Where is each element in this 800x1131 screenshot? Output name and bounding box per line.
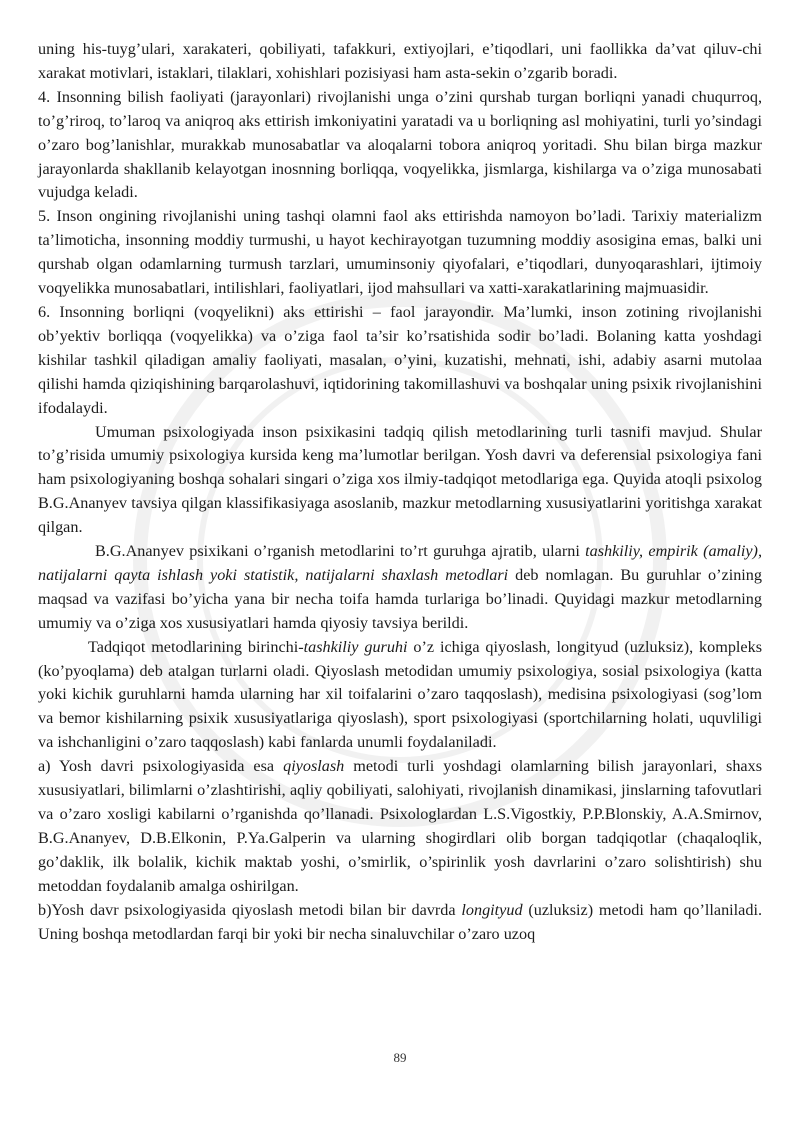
paragraph-organizational-group (38, 636, 762, 756)
paragraph-item-6 (38, 301, 762, 421)
text-run: (uzluksiz) metodi ham qo’llaniladi. Uning boshqa metodlardan farqi bir yoki bir necha sinaluvchilar o’zaro uzoq (38, 900, 762, 943)
italic-text: qiyoslash (283, 757, 345, 776)
text-run: b)Yosh davr psixologiyasida qiyoslash metodi bilan bir davrda (38, 900, 462, 919)
paragraph-continuation (38, 38, 762, 86)
paragraph-item-4 (38, 86, 762, 206)
page-number: 89 (393, 1050, 407, 1065)
text-run: 4. Insonning bilish faoliyati (jarayonlari) rivojlanishi unga o’zini qurshab turgan borliqni yanadi chuqurroq, to’g’riroq, to’laroq va aniqroq aks ettirish imkoniyatini yaratadi va u borliqning asl mohiyatini, turli yo’sindagi o’zaro bog’lanishlar, murakkab munosabatlar va aloqalarni tobora aniqroq yoritadi. Shu bilan birga mazkur jarayonlarda shakllanib kelayotgan inosnning borliqqa, voqyelikka, jismlarga, kishilarga va o’ziga munosabati vujudga keladi. (38, 87, 762, 202)
italic-text: longityud (461, 900, 523, 919)
paragraph-item-b (38, 899, 762, 947)
paragraph-item-5 (38, 205, 762, 301)
text-run: B.G.Ananyev psixikani o’rganish metodlarini to’rt guruhga ajratib, ularni (95, 542, 586, 561)
text-run: uning his-tuyg’ulari, xarakateri, qobiliyati, tafakkuri, extiyojlari, e’tiqodlari, uni faollikka da’vat qiluv-chi xarakat motivlari, istaklari, tilaklari, xohishlari pozisiyasi ham asta-sekin o’zgarib boradi. (38, 40, 762, 82)
text-run: Tadqiqot metodlarining birinchi- (88, 637, 304, 656)
paragraph-item-a (38, 755, 762, 898)
paragraph-methods-intro (38, 421, 762, 541)
text-run: Umuman psixologiyada inson psixikasini tadqiq qilish metodlarining turli tasnifi mavjud. Shular to’g’risida umumiy psixologiya kursida keng ma’lumotlar berilgan. Yosh davri va deferensial psixologiya fani ham psixologiyaning boshqa sohalari singari o’ziga xos ilmiy-tadqiqot metodlariga ega. Quyida atoqli psixolog B.G.Ananyev tavsiya qilgan klassifikasiyaga asoslanib, mazkur metodlarning xususiyatlarini yoritishga xarakat qilgan. (38, 422, 762, 537)
text-run: o’z ichiga qiyoslash, longityud (uzluksiz), kompleks (ko’pyoqlama) deb atalgan turlarni oladi. Qiyoslash metodidan umumiy psixologiya, sosial psixologiya (katta yoki kichik guruhlarni hamda ularning har xil toifalarini o’zaro taqqoslash), medisina psixologiyasi (sog’lom va bemor kishilarning psixik xususiyatlariga qiyoslash), sport psixologiyasi (sportchilarning holati, uquvliligi va ishchanligini o’zaro taqqoslash) kabi fanlarda unumli foydalaniladi. (38, 637, 762, 752)
text-run: metodi turli yoshdagi olamlarning bilish jarayonlari, shaxs xususiyatlari, bilimlarni o’zlashtirishi, aqliy qobiliyati, salohiyati, rivojlanish dinamikasi, jinslarning tafovutlari va o’zaro xosligi kabilarni o’rganishda qo’llanadi. Psixologlardan L.S.Vigostkiy, P.P.Blonskiy, A.A.Smirnov, B.G.Ananyev, D.B.Elkonin, P.Ya.Galperin va ularning shogirdlari olib borgan tadqiqotlar (chaqaloqlik, go’daklik, ilk bolalik, kichik maktab yoshi, o’smirlik, o’spirinlik yosh davrlarini o’zaro solishtirish) shu metoddan foydalanib amalga oshirilgan. (38, 757, 762, 895)
text-run: deb nomlagan. Bu guruhlar o’zining maqsad va vazifasi bo’yicha yana bir necha toifa hamda turlariga bo’linadi. Quyidagi mazkur metodlarning umumiy va o’ziga xos xususiyatlari hamda qiyosiy tavsiya berildi. (38, 565, 762, 632)
italic-text: tashkiliy, empirik (amaliy), natijalarni qayta ishlash yoki statistik, natijalarni shaxlash metodlari (38, 542, 762, 584)
paragraph-ananyev-groups (38, 540, 762, 636)
text-run: 6. Insonning borliqni (voqyelikni) aks ettirishi – faol jarayondir. Ma’lumki, inson zotining rivojlanishi ob’yektiv borliqqa (voqyelikka) va o’ziga faol ta’sir ko’rsatishida sodir bo’ladi. Bolaning katta yoshdagi kishilar tashkil qiladigan amaliy faoliyati, masalan, o’yini, kuzatishi, mehnati, ishi, adabiy asarni mutolaa qilishi hamda qiziqishining barqarolashuvi, iqtidorining takomillashuvi va boshqalar uning psixik rivojlanishini ifodalaydi. (38, 302, 762, 417)
text-run: 5. Inson ongining rivojlanishi uning tashqi olamni faol aks ettirishda namoyon bo’ladi. Tarixiy materializm ta’limoticha, insonning moddiy turmushi, u hayot kechirayotgan tuzumning moddiy asosigina emas, balki uni qurshab olgan odamlarning turmush tarzlari, umuminsoniy qiyofalari, e’tiqodlari, dunyoqarashlari, ijtimoiy voqyelikka munosabatlari, intilishlari, faoliyatlari, ijod mahsullari va xatti-xarakatlarining majmuasidir. (38, 207, 762, 298)
text-run: a) Yosh davri psixologiyasida esa (38, 757, 284, 776)
italic-text: tashkiliy guruhi (303, 637, 408, 656)
